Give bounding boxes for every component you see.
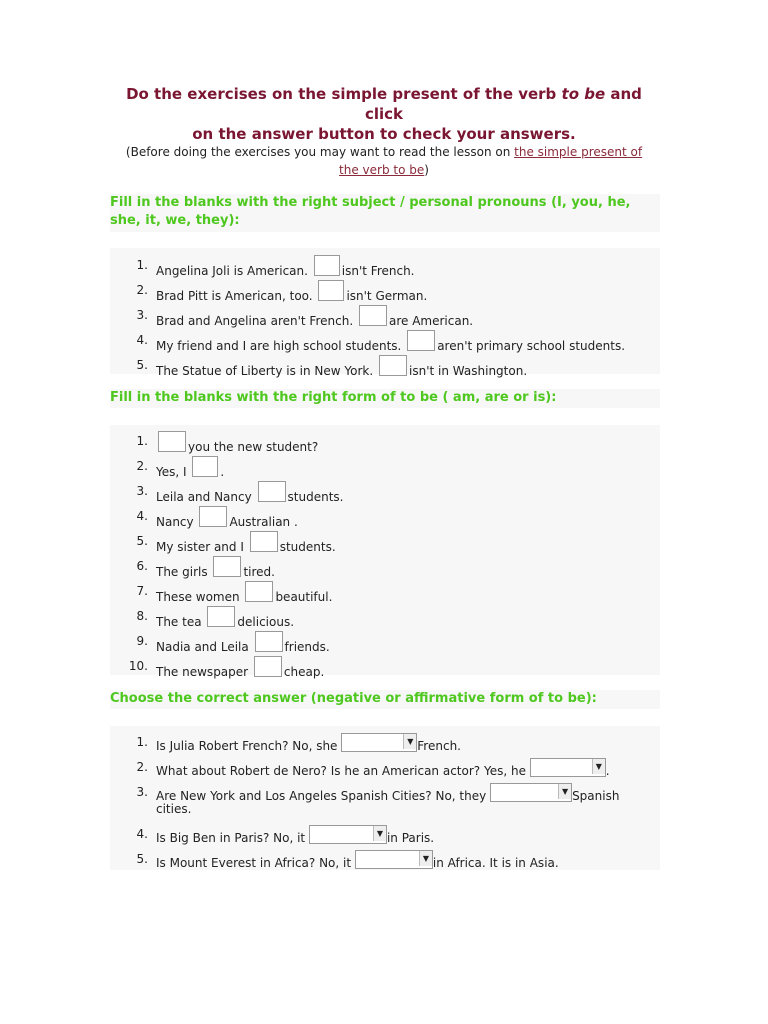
- answer-blank[interactable]: [258, 481, 286, 502]
- answer-select[interactable]: [309, 825, 387, 844]
- answer-blank[interactable]: [250, 531, 278, 552]
- answer-blank[interactable]: [318, 280, 344, 301]
- answer-blank[interactable]: [207, 606, 235, 627]
- answer-blank[interactable]: [199, 506, 227, 527]
- title-text-1: Do the exercises on the simple present of the verb: [126, 85, 562, 103]
- intro-note: [108, 143, 660, 179]
- lesson-link-line2[interactable]: the verb to be: [339, 163, 425, 177]
- answer-select[interactable]: [341, 733, 417, 752]
- answer-select[interactable]: [530, 758, 606, 777]
- dropdown-arrow-icon: ▼: [558, 784, 571, 799]
- answer-select[interactable]: [355, 850, 433, 869]
- answer-blank[interactable]: [255, 631, 283, 652]
- dropdown-arrow-icon: ▼: [403, 734, 416, 749]
- intro-text: (Before doing the exercises you may want to read the lesson on: [125, 145, 515, 159]
- title-line-2: on the answer button to check your answers.: [192, 125, 576, 143]
- section-2-list: 1. you the new student? 2. Yes, I . 3. Leila and Nancy students. 4. Nancy Australian . 5. My sister and I students. 6. The girls tired. 7. These women beautiful. 8. The tea delicious. 9. Nadia and Leila friends. 10. The newspaper cheap.: [110, 425, 660, 675]
- answer-blank[interactable]: [158, 431, 186, 452]
- section-2-heading: Fill in the blanks with the right form of to be ( am, are or is):: [110, 389, 660, 408]
- intro-close: ): [424, 163, 429, 177]
- answer-blank[interactable]: [379, 355, 407, 376]
- answer-select[interactable]: [490, 783, 572, 802]
- dropdown-arrow-icon: ▼: [592, 759, 605, 774]
- section-1-heading: Fill in the blanks with the right subject / personal pronouns (I, you, he, she, it, we, they):: [110, 194, 660, 232]
- section-3-list: 1. Is Julia Robert French? No, she ▼ French. 2. What about Robert de Nero? Is he an American actor? Yes, he ▼ . 3. Are New York and Los Angeles Spanish Cities? No, they ▼ Spanish cities. 4. Is Big Ben in Paris? No, it ▼ in Paris. 5. Is Mount Everest in Africa? No, it ▼ in Africa. It is in Asia.: [110, 726, 660, 870]
- answer-blank[interactable]: [192, 456, 218, 477]
- dropdown-arrow-icon: ▼: [373, 826, 386, 841]
- title-emphasis: to be: [561, 85, 606, 103]
- answer-blank[interactable]: [407, 330, 435, 351]
- answer-blank[interactable]: [359, 305, 387, 326]
- answer-blank[interactable]: [254, 656, 282, 677]
- section-1-list: 1. Angelina Joli is American. isn't French. 2. Brad Pitt is American, too. isn't German. 3. Brad and Angelina aren't French. are American. 4. My friend and I are high school students. aren't primary school students. 5. The Statue of Liberty is in New York. isn't in Washington.: [110, 248, 660, 374]
- section-3-heading: Choose the correct answer (negative or affirmative form of to be):: [110, 690, 660, 709]
- title-text-2: and click: [364, 85, 642, 123]
- answer-blank[interactable]: [245, 581, 273, 602]
- answer-blank[interactable]: [314, 255, 340, 276]
- page-title: [108, 84, 660, 144]
- dropdown-arrow-icon: ▼: [419, 851, 432, 866]
- lesson-link-line1[interactable]: the simple present of: [514, 145, 643, 159]
- answer-blank[interactable]: [213, 556, 241, 577]
